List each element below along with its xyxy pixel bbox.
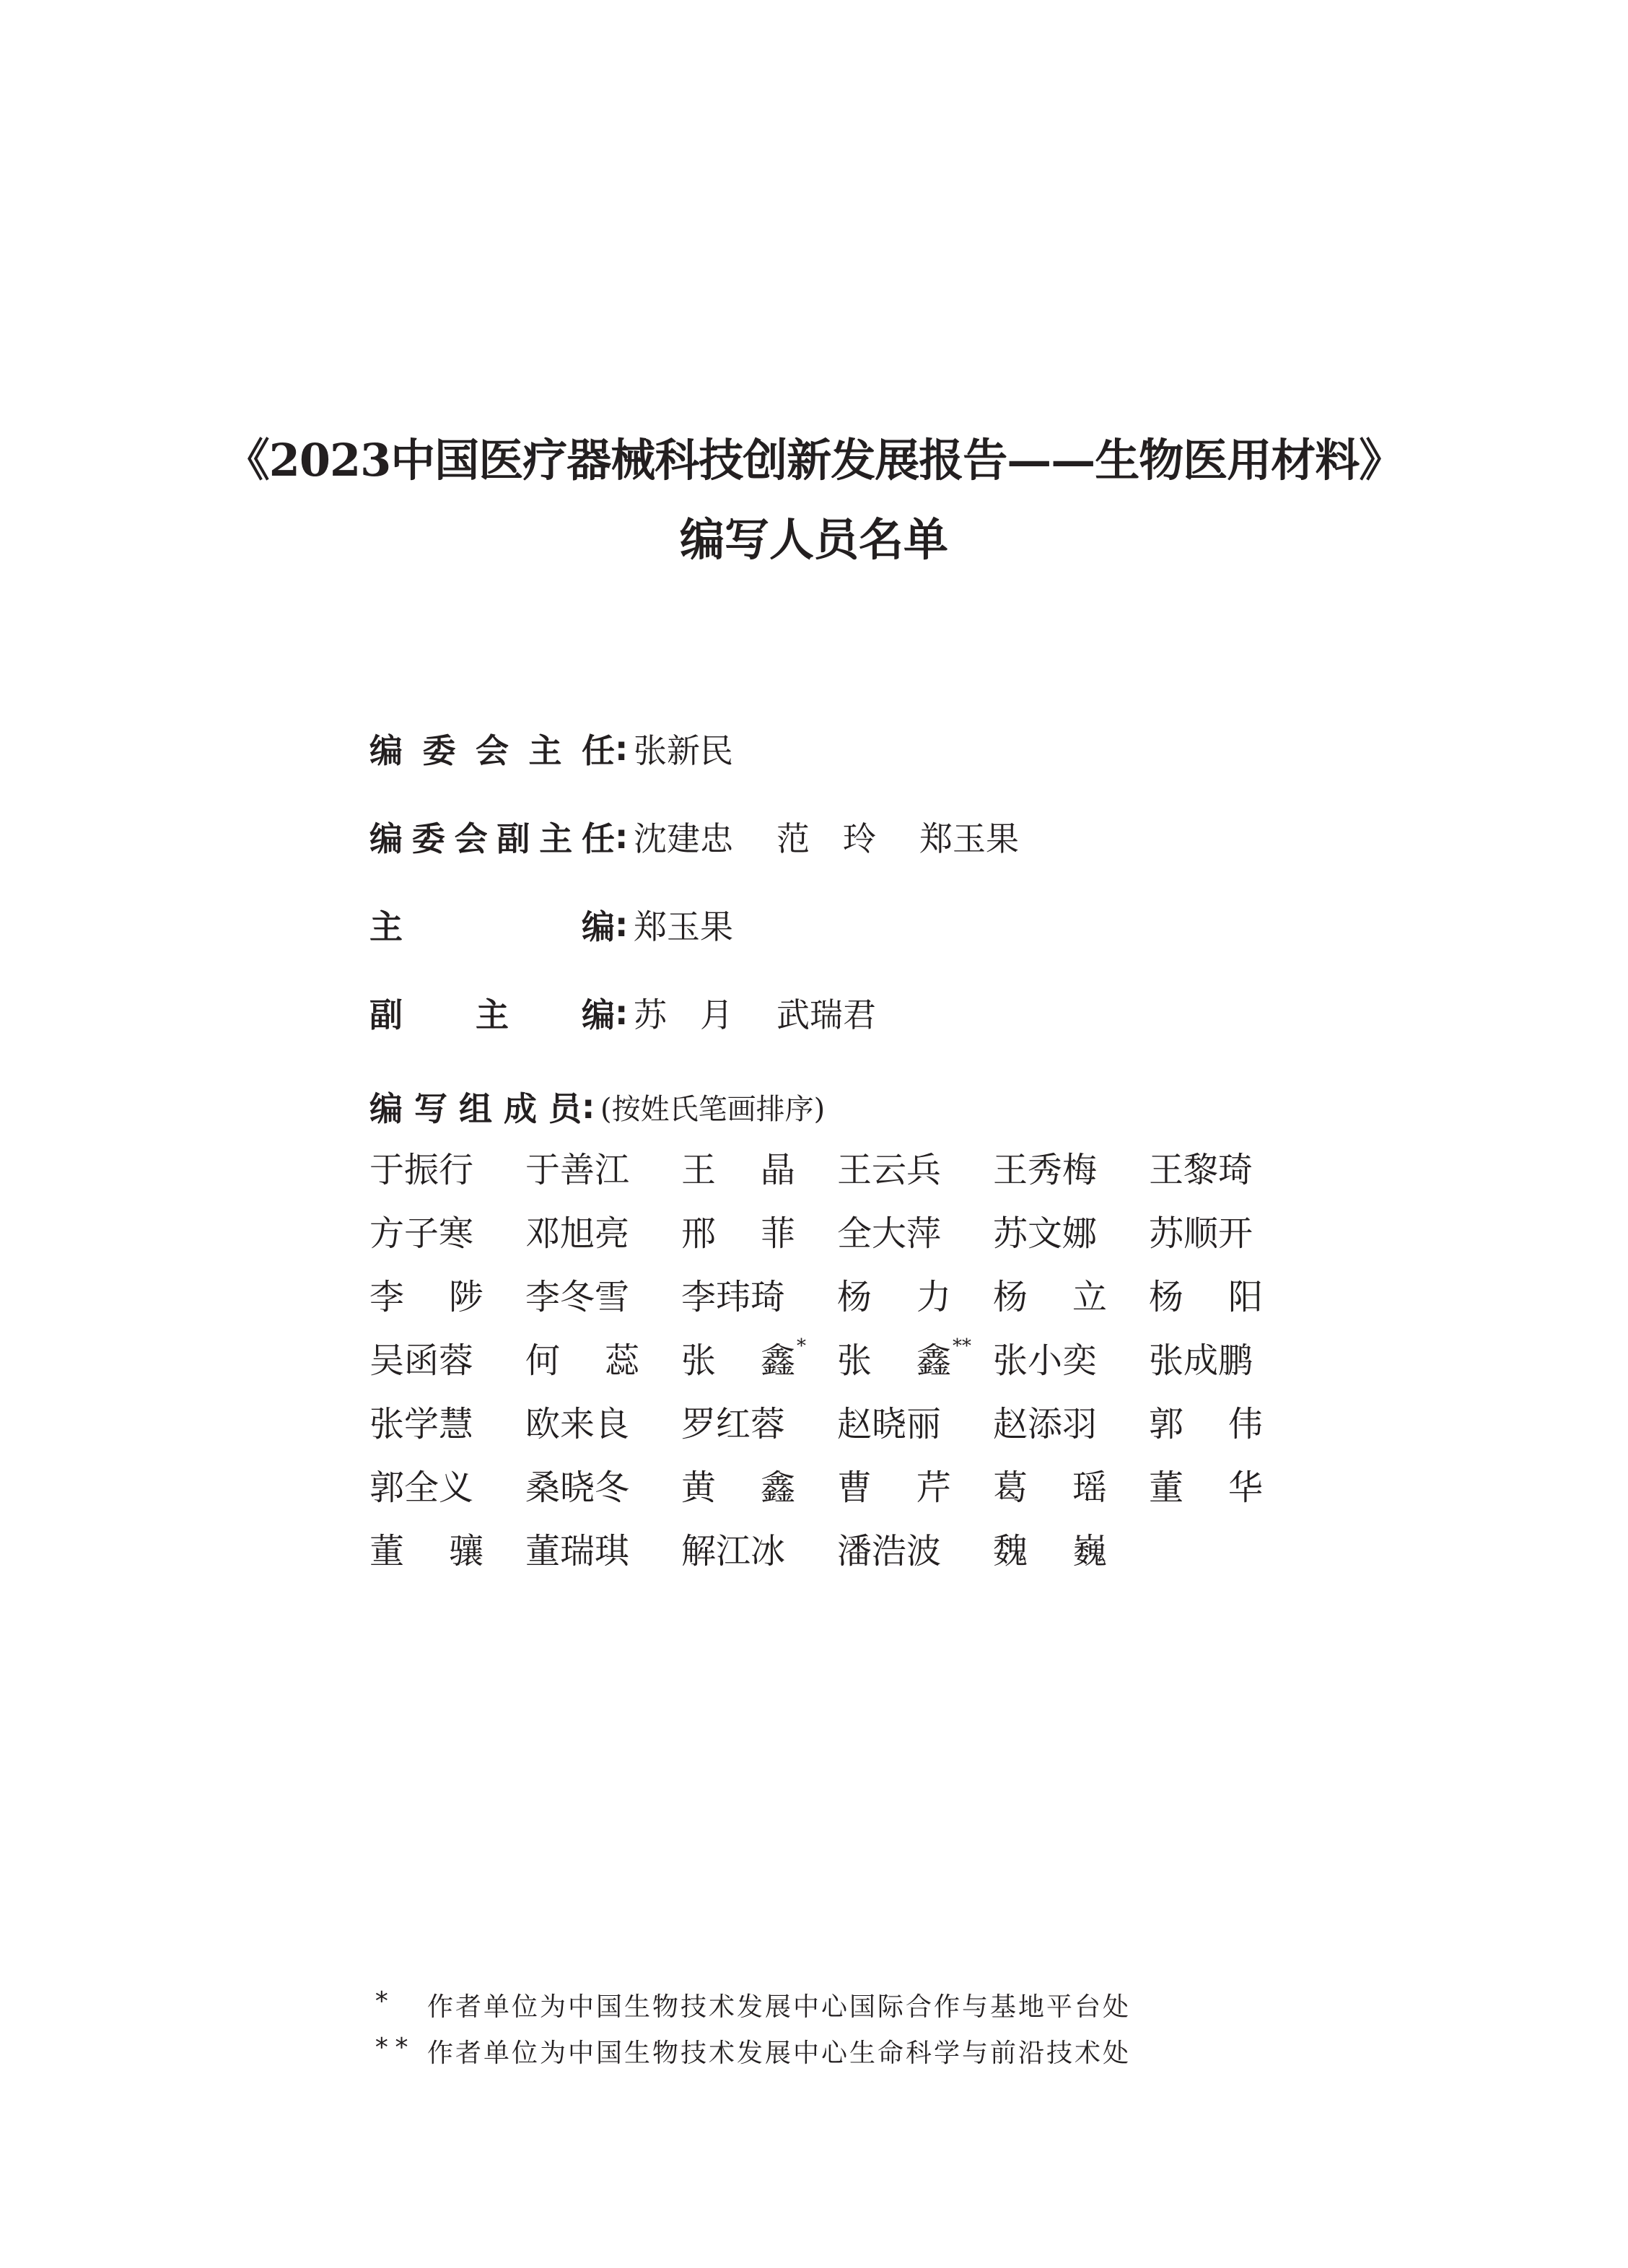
role-names — [634, 813, 1019, 860]
member-name — [681, 1325, 837, 1389]
member-name-text: 全大萍 — [837, 1213, 942, 1254]
member-name-char: 邢 — [681, 1213, 717, 1254]
member-name-text — [369, 1269, 483, 1319]
member-name-char: 晶 — [760, 1149, 795, 1190]
members-label-char: 编 — [369, 1089, 403, 1128]
member-name — [369, 1452, 525, 1516]
member-name-char: 芹 — [916, 1467, 951, 1508]
role-person-name: 沈建忠 — [634, 819, 733, 858]
role-label-char: 副 — [369, 995, 403, 1034]
member-name-text — [993, 1269, 1107, 1319]
member-name-text — [993, 1523, 1107, 1573]
member-name-char: 黄 — [681, 1467, 717, 1508]
member-name — [1149, 1262, 1305, 1325]
member-name-text — [681, 1205, 795, 1255]
member-name-char: 董 — [1149, 1467, 1184, 1508]
member-name — [993, 1262, 1149, 1325]
member-name-text: 李玮琦 — [681, 1276, 786, 1317]
member-name-text: 吴函蓉 — [369, 1340, 474, 1381]
role-label-char: 编 — [369, 731, 403, 770]
member-name-char: 杨 — [837, 1276, 872, 1317]
role-label — [369, 989, 615, 1037]
member-name-text — [837, 1333, 951, 1382]
member-name-char: 鑫 — [760, 1340, 795, 1381]
member-name-char: 何 — [525, 1340, 561, 1381]
role-person-name: 郑玉果 — [634, 907, 733, 946]
member-name — [993, 1325, 1149, 1389]
role-label-char: 主 — [476, 995, 509, 1034]
role-label-char: 副 — [496, 819, 530, 858]
member-name — [993, 1516, 1149, 1579]
members-label-char: 员 — [548, 1089, 582, 1128]
members-grid — [369, 1135, 1305, 1579]
footnote-text: 作者单位为中国生物技术发展中心国际合作与基地平台处 — [427, 1992, 1132, 2022]
member-name — [837, 1262, 993, 1325]
member-name-char: 华 — [1227, 1467, 1263, 1508]
member-name — [1149, 1389, 1305, 1452]
role-label — [369, 725, 615, 772]
member-name-text: 邓旭亮 — [525, 1213, 630, 1254]
member-name-text — [681, 1460, 795, 1509]
member-name-text: 赵添羽 — [993, 1403, 1098, 1444]
member-name-text: 王云兵 — [837, 1149, 942, 1190]
member-name — [837, 1452, 993, 1516]
member-name — [525, 1135, 681, 1198]
member-name — [525, 1262, 681, 1325]
footnote-mark: ** — [374, 2033, 414, 2062]
role-label-char: 主 — [369, 907, 403, 946]
member-name-char: 王 — [681, 1149, 717, 1190]
role-names — [634, 989, 876, 1037]
member-name-char: 曹 — [837, 1467, 872, 1508]
member-name-char: 郭 — [1149, 1403, 1184, 1444]
members-colon: : — [582, 1087, 595, 1126]
member-name-text — [369, 1523, 483, 1573]
member-name — [837, 1389, 993, 1452]
members-label — [369, 1083, 582, 1130]
member-name-char: 杨 — [1149, 1276, 1184, 1317]
role-person-name: 武瑞君 — [776, 995, 876, 1034]
member-name-text: 李冬雪 — [525, 1276, 630, 1317]
member-name-text: 罗红蓉 — [681, 1403, 786, 1444]
member-name-text — [837, 1269, 951, 1319]
role-row — [369, 723, 733, 774]
role-label — [369, 813, 615, 860]
member-name-text — [681, 1333, 795, 1382]
member-affiliation-mark: ** — [953, 1335, 971, 1357]
member-name-text — [525, 1333, 639, 1382]
role-names — [634, 901, 733, 948]
role-colon: : — [615, 817, 629, 856]
member-name-char: 菲 — [760, 1213, 795, 1254]
member-name-char: 阳 — [1227, 1276, 1263, 1317]
member-name — [1149, 1198, 1305, 1262]
member-name — [525, 1452, 681, 1516]
role-row — [369, 899, 733, 950]
role-label-char: 编 — [582, 995, 615, 1034]
member-name-char: 李 — [369, 1276, 405, 1317]
member-name — [681, 1135, 837, 1198]
role-label-char: 委 — [422, 731, 456, 770]
member-name-char: 瑶 — [1072, 1467, 1107, 1508]
role-label-char: 任 — [581, 819, 615, 858]
member-name — [993, 1135, 1149, 1198]
member-name — [681, 1516, 837, 1579]
member-name-char: 张 — [681, 1340, 717, 1381]
member-name — [993, 1389, 1149, 1452]
role-label-char: 编 — [369, 819, 403, 858]
member-name — [993, 1452, 1149, 1516]
member-name-text: 桑晓冬 — [525, 1467, 630, 1508]
members-heading — [369, 1081, 825, 1132]
member-name-char: 骧 — [448, 1530, 483, 1571]
member-name — [837, 1135, 993, 1198]
role-colon: : — [615, 993, 629, 1032]
member-name-text — [1149, 1460, 1263, 1509]
member-name — [369, 1135, 525, 1198]
member-name — [681, 1198, 837, 1262]
member-name — [837, 1516, 993, 1579]
member-name-text: 王秀梅 — [993, 1149, 1098, 1190]
member-name — [993, 1198, 1149, 1262]
role-colon: : — [615, 905, 629, 944]
member-name — [681, 1389, 837, 1452]
member-name — [525, 1516, 681, 1579]
role-person-name: 苏 月 — [634, 995, 733, 1034]
role-person-name: 郑玉果 — [919, 819, 1019, 858]
footnote — [374, 2033, 1131, 2069]
member-name-text: 于振行 — [369, 1149, 474, 1190]
member-name-text — [681, 1142, 795, 1192]
footnote-text: 作者单位为中国生物技术发展中心生命科学与前沿技术处 — [427, 2038, 1132, 2068]
member-name — [837, 1325, 993, 1389]
role-row — [369, 811, 1019, 862]
member-name-char: 葛 — [993, 1467, 1028, 1508]
role-label — [369, 901, 615, 948]
role-label-char: 委 — [411, 819, 445, 858]
member-name — [525, 1198, 681, 1262]
list-title: 编写人员名单 — [679, 513, 948, 566]
member-name — [369, 1389, 525, 1452]
member-name — [369, 1262, 525, 1325]
member-name-text: 潘浩波 — [837, 1530, 942, 1571]
member-name — [1149, 1452, 1305, 1516]
member-name-char: 鑫 — [760, 1467, 795, 1508]
member-name-text — [1149, 1396, 1263, 1446]
member-name — [369, 1325, 525, 1389]
role-label-char: 主 — [539, 819, 573, 858]
member-name-char: 蕊 — [604, 1340, 639, 1381]
member-name-text: 欧来良 — [525, 1403, 630, 1444]
footnote-mark: * — [374, 1986, 394, 2016]
member-name — [369, 1516, 525, 1579]
members-label-char: 写 — [414, 1089, 447, 1128]
member-name-text: 郭全义 — [369, 1467, 474, 1508]
member-name-text: 于善江 — [525, 1149, 630, 1190]
member-name — [1149, 1135, 1305, 1198]
role-label-char: 会 — [454, 819, 488, 858]
member-name-char: 巍 — [1072, 1530, 1107, 1571]
member-name-char: 张 — [837, 1340, 872, 1381]
role-row — [369, 987, 876, 1038]
member-name — [525, 1325, 681, 1389]
member-name-text — [1149, 1269, 1263, 1319]
member-name — [837, 1198, 993, 1262]
member-name-text: 董瑞琪 — [525, 1530, 630, 1571]
member-name-char: 魏 — [993, 1530, 1028, 1571]
role-label-char: 会 — [476, 731, 509, 770]
member-name-text: 苏文娜 — [993, 1213, 1098, 1254]
role-label-char: 主 — [528, 731, 562, 770]
member-name — [1149, 1325, 1305, 1389]
member-name-char: 杨 — [993, 1276, 1028, 1317]
member-name-text: 张成鹏 — [1149, 1340, 1253, 1381]
role-label-char: 任 — [582, 731, 615, 770]
member-name-text: 赵晓丽 — [837, 1403, 942, 1444]
role-label-char: 编 — [582, 907, 615, 946]
member-name-char: 伟 — [1227, 1403, 1263, 1444]
member-name-char: 立 — [1072, 1276, 1107, 1317]
member-name — [681, 1262, 837, 1325]
member-name-char: 陟 — [448, 1276, 483, 1317]
members-note: (按姓氏笔画排序) — [600, 1092, 826, 1126]
role-person-name: 张新民 — [634, 731, 733, 770]
member-name — [369, 1198, 525, 1262]
member-name — [681, 1452, 837, 1516]
footnote — [374, 1986, 1131, 2023]
member-name-char: 力 — [916, 1276, 951, 1317]
role-names — [634, 725, 733, 772]
member-name-text: 张小奕 — [993, 1340, 1098, 1381]
member-name-text — [837, 1460, 951, 1509]
member-name — [525, 1389, 681, 1452]
member-name-text: 王黎琦 — [1149, 1149, 1253, 1190]
member-name-text: 苏顺开 — [1149, 1213, 1253, 1254]
member-affiliation-mark: * — [797, 1335, 806, 1357]
role-colon: : — [615, 729, 629, 768]
member-name-text: 张学慧 — [369, 1403, 474, 1444]
members-label-char: 成 — [504, 1089, 537, 1128]
member-name-char: 董 — [369, 1530, 405, 1571]
role-person-name: 范 玲 — [776, 819, 876, 858]
member-name-char: 鑫 — [916, 1340, 951, 1381]
member-name-text: 方子寒 — [369, 1213, 474, 1254]
member-name-text — [993, 1460, 1107, 1509]
report-title: 《2023中国医疗器械科技创新发展报告——生物医用材料》 — [224, 434, 1404, 487]
members-label-char: 组 — [459, 1089, 492, 1128]
member-name-text: 解江冰 — [681, 1530, 786, 1571]
